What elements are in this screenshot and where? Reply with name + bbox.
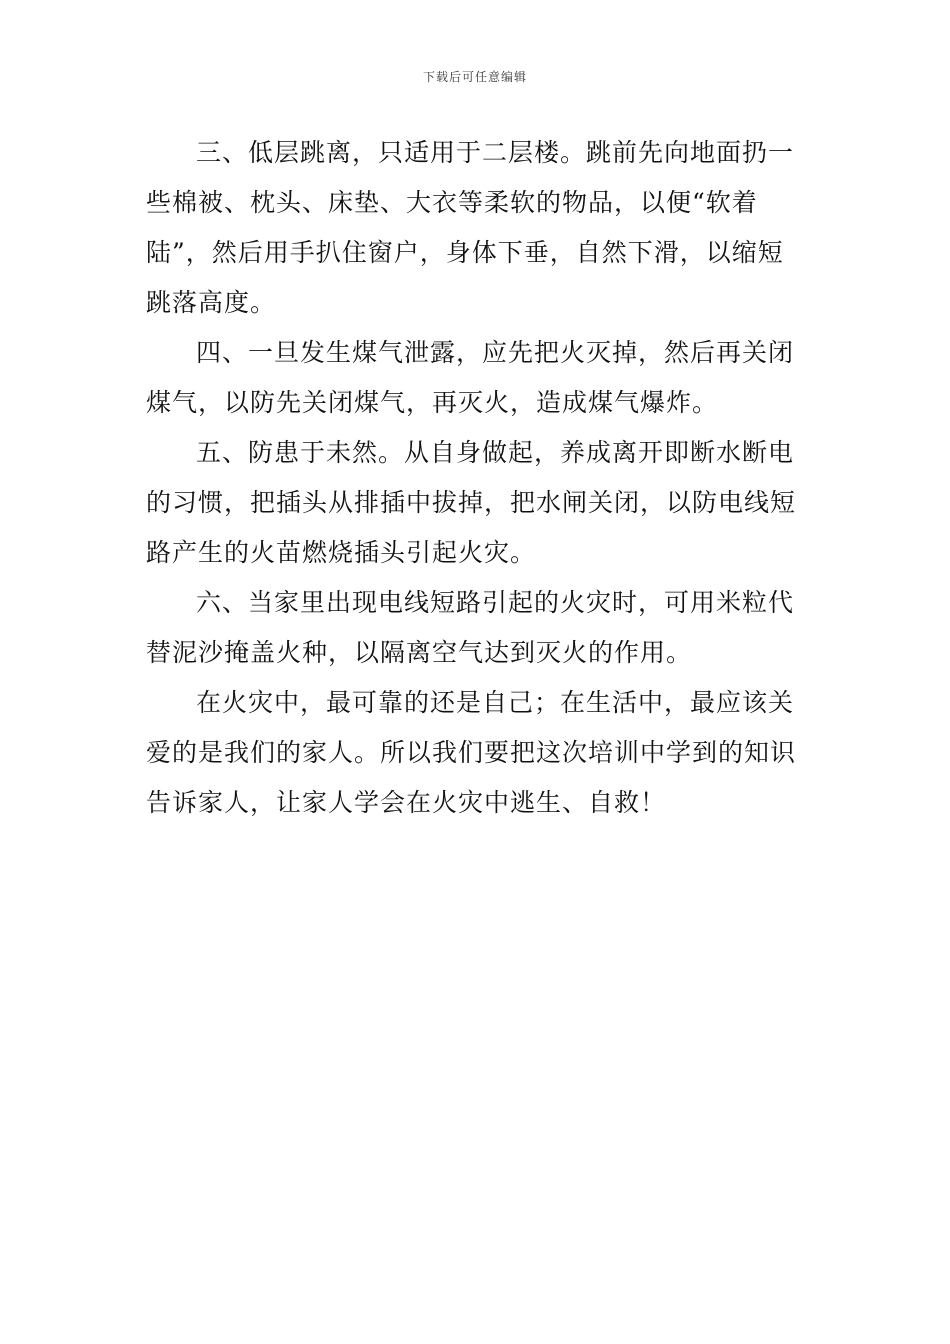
paragraph-low-floor-escape [146, 128, 795, 328]
paragraph-prevention [146, 428, 797, 578]
text-line: 三、低层跳离，只适用于二层楼。跳前先向地面扔一 [196, 138, 795, 167]
header-note: 下载后可任意编辑 [422, 70, 527, 84]
text-line: 替泥沙掩盖火种，以隔离空气达到灭火的作用。 [146, 638, 693, 667]
text-line: 五、防患于未然。从自身做起，养成离开即断水断电 [196, 438, 795, 467]
text-line: 四、一旦发生煤气泄露，应先把火灭掉，然后再关闭 [196, 338, 795, 367]
text-line: 告诉家人，让家人学会在火灾中逃生、自救！ [146, 788, 667, 817]
paragraph-conclusion [146, 678, 797, 828]
document-body [146, 128, 797, 828]
text-line: 陆”，然后用手扒住窗户，身体下垂，自然下滑，以缩短 [146, 238, 784, 267]
text-line: 爱的是我们的家人。所以我们要把这次培训中学到的知识 [146, 738, 797, 767]
text-line: 的习惯，把插头从排插中拔掉，把水闸关闭，以防电线短 [146, 488, 797, 517]
text-line: 六、当家里出现电线短路引起的火灾时，可用米粒代 [196, 588, 795, 617]
text-line: 跳落高度。 [146, 288, 277, 317]
paragraph-electrical-fire [146, 578, 795, 678]
text-line: 煤气，以防先关闭煤气，再灭火，造成煤气爆炸。 [146, 388, 719, 417]
text-line: 在火灾中，最可靠的还是自己；在生活中，最应该关 [196, 688, 795, 717]
text-line: 些棉被、枕头、床垫、大衣等柔软的物品，以便“软着 [146, 188, 758, 217]
paragraph-gas-leak [146, 328, 795, 428]
text-line: 路产生的火苗燃烧插头引起火灾。 [146, 538, 537, 567]
